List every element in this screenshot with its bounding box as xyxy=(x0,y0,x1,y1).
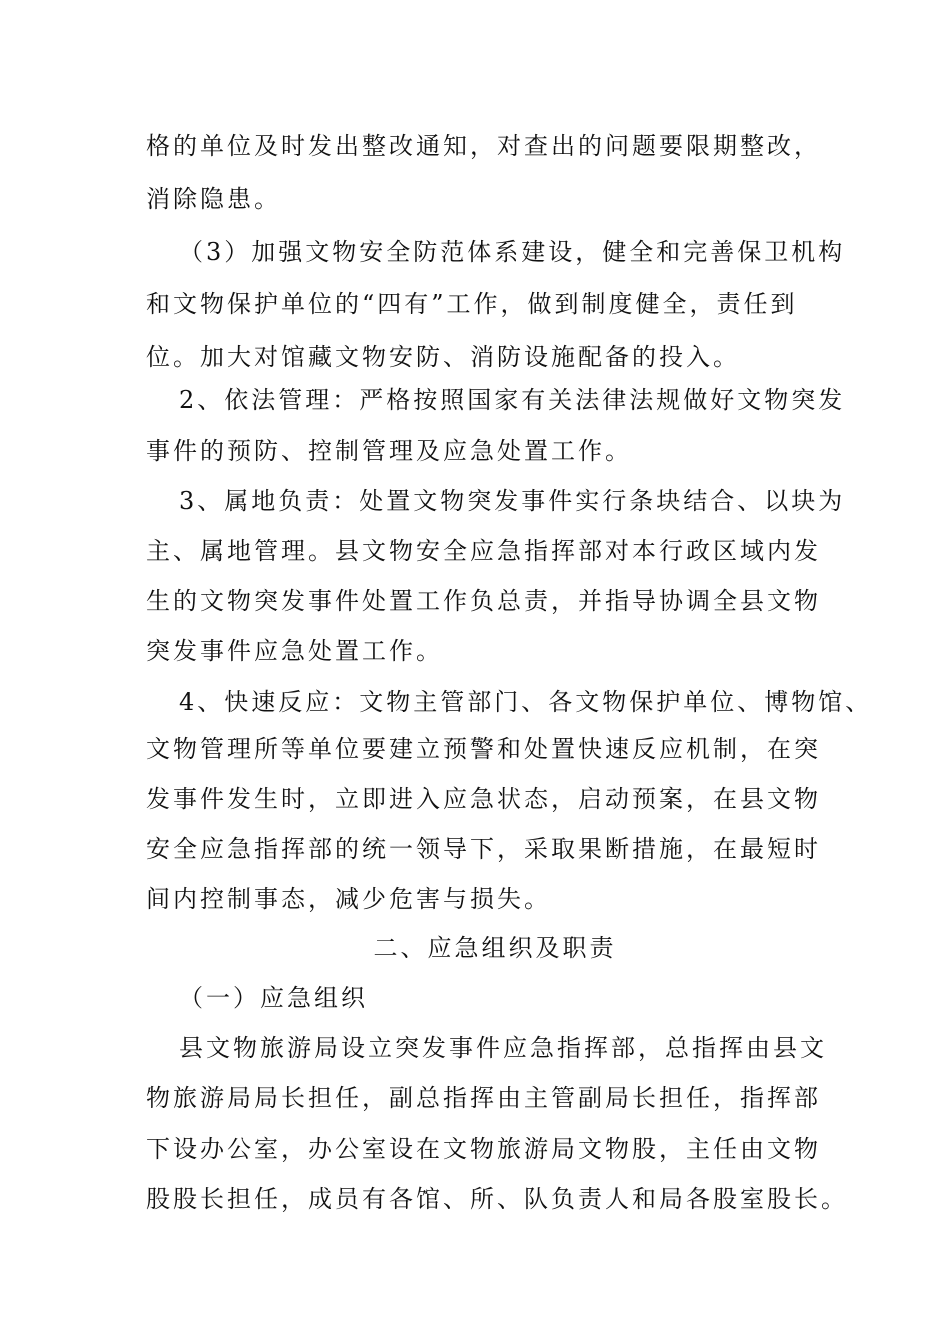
paragraph-first-line: 县文物旅游局设立突发事件应急指挥部，总指挥由县文 xyxy=(179,1034,827,1062)
text-line: 突发事件应急处置工作。 xyxy=(146,637,443,665)
text-line: 股股长担任，成员有各馆、所、队负责人和局各股室股长。 xyxy=(146,1185,848,1213)
subsection-heading: （一）应急组织 xyxy=(179,984,368,1012)
paragraph-first-line: （3）加强文物安全防范体系建设，健全和完善保卫机构 xyxy=(179,238,846,266)
text-line: 物旅游局局长担任，副总指挥由主管副局长担任，指挥部 xyxy=(146,1084,821,1112)
text-line: 生的文物突发事件处置工作负总责，并指导协调全县文物 xyxy=(146,587,821,615)
text-line: 安全应急指挥部的统一领导下，采取果断措施，在最短时 xyxy=(146,835,821,863)
paragraph-first-line: 3、属地负责：处置文物突发事件实行条块结合、以块为 xyxy=(179,487,846,515)
paragraph-first-line: 2、依法管理：严格按照国家有关法律法规做好文物突发 xyxy=(179,386,846,414)
text-line: 事件的预防、控制管理及应急处置工作。 xyxy=(146,437,632,465)
text-line: 位。加大对馆藏文物安防、消防设施配备的投入。 xyxy=(146,343,740,371)
text-line: 文物管理所等单位要建立预警和处置快速反应机制，在突 xyxy=(146,735,821,763)
text-line: 主、属地管理。县文物安全应急指挥部对本行政区域内发 xyxy=(146,537,821,565)
text-line: 发事件发生时，立即进入应急状态，启动预案，在县文物 xyxy=(146,785,821,813)
text-line: 下设办公室，办公室设在文物旅游局文物股，主任由文物 xyxy=(146,1135,821,1163)
text-line: 间内控制事态，减少危害与损失。 xyxy=(146,885,551,913)
section-heading: 二、应急组织及职责 xyxy=(373,934,617,962)
text-line: 和文物保护单位的“四有”工作，做到制度健全，责任到 xyxy=(146,290,798,318)
paragraph-first-line: 4、快速反应：文物主管部门、各文物保护单位、博物馆、 xyxy=(179,688,873,716)
text-line: 格的单位及时发出整改通知，对查出的问题要限期整改， xyxy=(146,132,821,160)
text-line: 消除隐患。 xyxy=(146,185,281,213)
